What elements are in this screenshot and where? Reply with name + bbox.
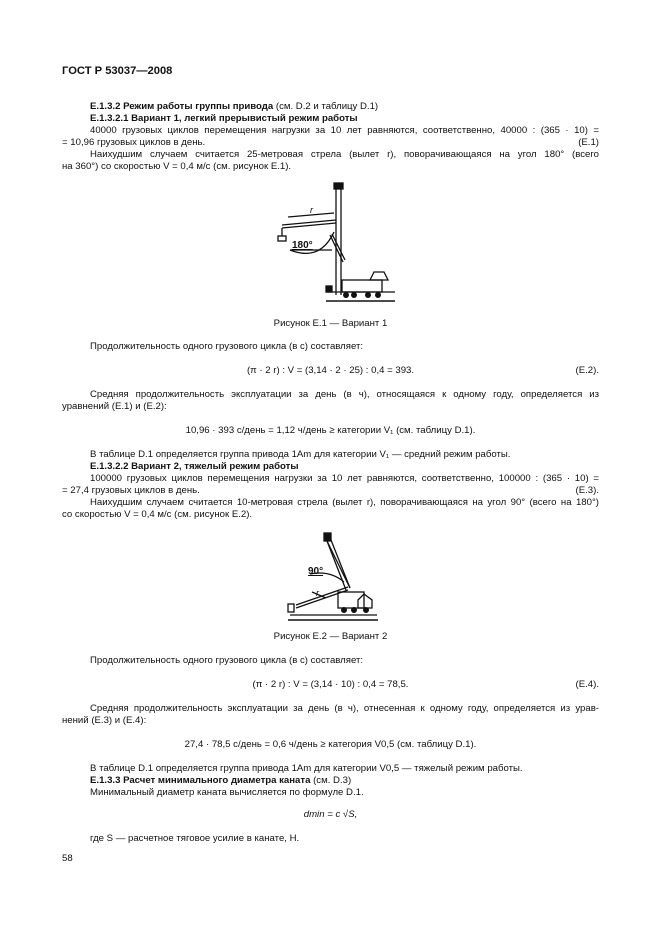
variant1-para2-line1: Наихудшим случаем считается 25-метровая стрела (вылет r), поворачивающаяся на угол 180° (всего [90, 149, 599, 160]
section3-heading-rest: (см. D.3) [310, 775, 352, 786]
where-clause: где S — расчетное тяговое усилие в канате, Н. [90, 833, 300, 844]
document-header: ГОСТ Р 53037—2008 [62, 65, 173, 77]
fig2-radius-label: r [316, 588, 319, 598]
equation-number-e1: (E.1) [578, 137, 599, 148]
variant2-heading: E.1.3.2.2 Вариант 2, тяжелый режим работы [90, 461, 299, 472]
avg-formula-2: 27,4 · 78,5 с/день = 0,6 ч/день ≥ категория V0,5 (см. таблицу D.1). [184, 739, 477, 750]
figure-e1-caption: Рисунок E.1 — Вариант 1 [273, 318, 388, 329]
cycle-duration-text-2: Продолжительность одного грузового цикла (в с) составляет: [90, 655, 364, 666]
equation-number-e3: (E.3). [575, 485, 599, 496]
fig2-angle-label: 90° [308, 566, 324, 577]
avg-duration-2-line2: нений (E.3) и (E.4): [62, 715, 147, 726]
avg-duration-2-line1: Средняя продолжительность эксплуатации за день (в ч), отнесенная к одному году, определяется из урав- [90, 703, 599, 714]
equation-number-e4: (E.4). [575, 679, 599, 690]
variant1-para1-text: = 10,96 грузовых циклов в день. [62, 137, 206, 148]
cycle-duration-text-1: Продолжительность одного грузового цикла (в с) составляет: [90, 341, 364, 352]
equation-number-e2: (E.2). [575, 365, 599, 376]
cycle-formula-1: (π · 2 r) : V = (3,14 · 2 · 25) : 0,4 = 393. [246, 365, 415, 376]
fig1-angle-label: 180° [292, 240, 313, 251]
variant2-para1-text: = 27,4 грузовых циклов в день. [62, 485, 200, 496]
variant2-para1-line2 [62, 485, 599, 497]
section-heading-rest: (см. D.2 и таблицу D.1) [273, 101, 379, 112]
variant1-para1-line2 [62, 137, 599, 149]
variant2-para1-line1: 100000 грузовых циклов перемещения нагрузки за 10 лет равняются, соответственно, 100000 : (365 · 10) = [90, 473, 599, 484]
variant1-para1-line1: 40000 грузовых циклов перемещения нагрузки за 10 лет равняются, соответственно, 40000 : (365 · 10) = [90, 125, 599, 136]
table-d1-note-1: В таблице D.1 определяется группа привода 1Am для категории V₁ — средний режим работы. [90, 449, 511, 460]
section3-text: Минимальный диаметр каната вычисляется по формуле D.1. [90, 787, 364, 798]
variant1-para2-line2: на 360°) со скоростью V = 0,4 м/с (см. рисунок E.1). [62, 161, 292, 172]
section-heading-bold: E.1.3.2 Режим работы группы привода [90, 101, 274, 112]
variant2-para2-line2: со скоростью V = 0,4 м/с (см. рисунок E.2). [62, 509, 253, 520]
figure-e1-drawing [270, 180, 400, 308]
avg-formula-1: 10,96 · 393 с/день = 1,12 ч/день ≥ категории V₁ (см. таблицу D.1). [185, 425, 476, 436]
avg-duration-line2: уравнений (E.1) и (E.2): [62, 401, 167, 412]
section3-heading-bold: E.1.3.3 Расчет минимального диаметра каната [90, 775, 311, 786]
dmin-formula: dmin = c √S, [303, 809, 358, 820]
table-d1-note-2: В таблице D.1 определяется группа привода 1Am для категории V0,5 — тяжелый режим работы. [90, 763, 523, 774]
section-heading [62, 101, 599, 113]
variant1-heading: E.1.3.2.1 Вариант 1, легкий прерывистый режим работы [90, 113, 358, 124]
fig1-radius-label: r [310, 205, 313, 215]
avg-duration-line1: Средняя продолжительность эксплуатации за день (в ч), относящаяся к одному году, определяется из [90, 389, 599, 400]
variant2-para2-line1: Наихудшим случаем считается 10-метровая стрела (вылет r), поворачивающаяся на угол 90° (всего на 180°) [90, 497, 599, 508]
figure-e2-caption: Рисунок E.2 — Вариант 2 [273, 631, 388, 642]
cycle-formula-2: (π · 2 r) : V = (3,14 · 10) : 0,4 = 78,5. [252, 679, 409, 690]
page-number: 58 [62, 853, 73, 864]
figure-e2-drawing [282, 530, 382, 626]
section3-heading [62, 775, 599, 787]
